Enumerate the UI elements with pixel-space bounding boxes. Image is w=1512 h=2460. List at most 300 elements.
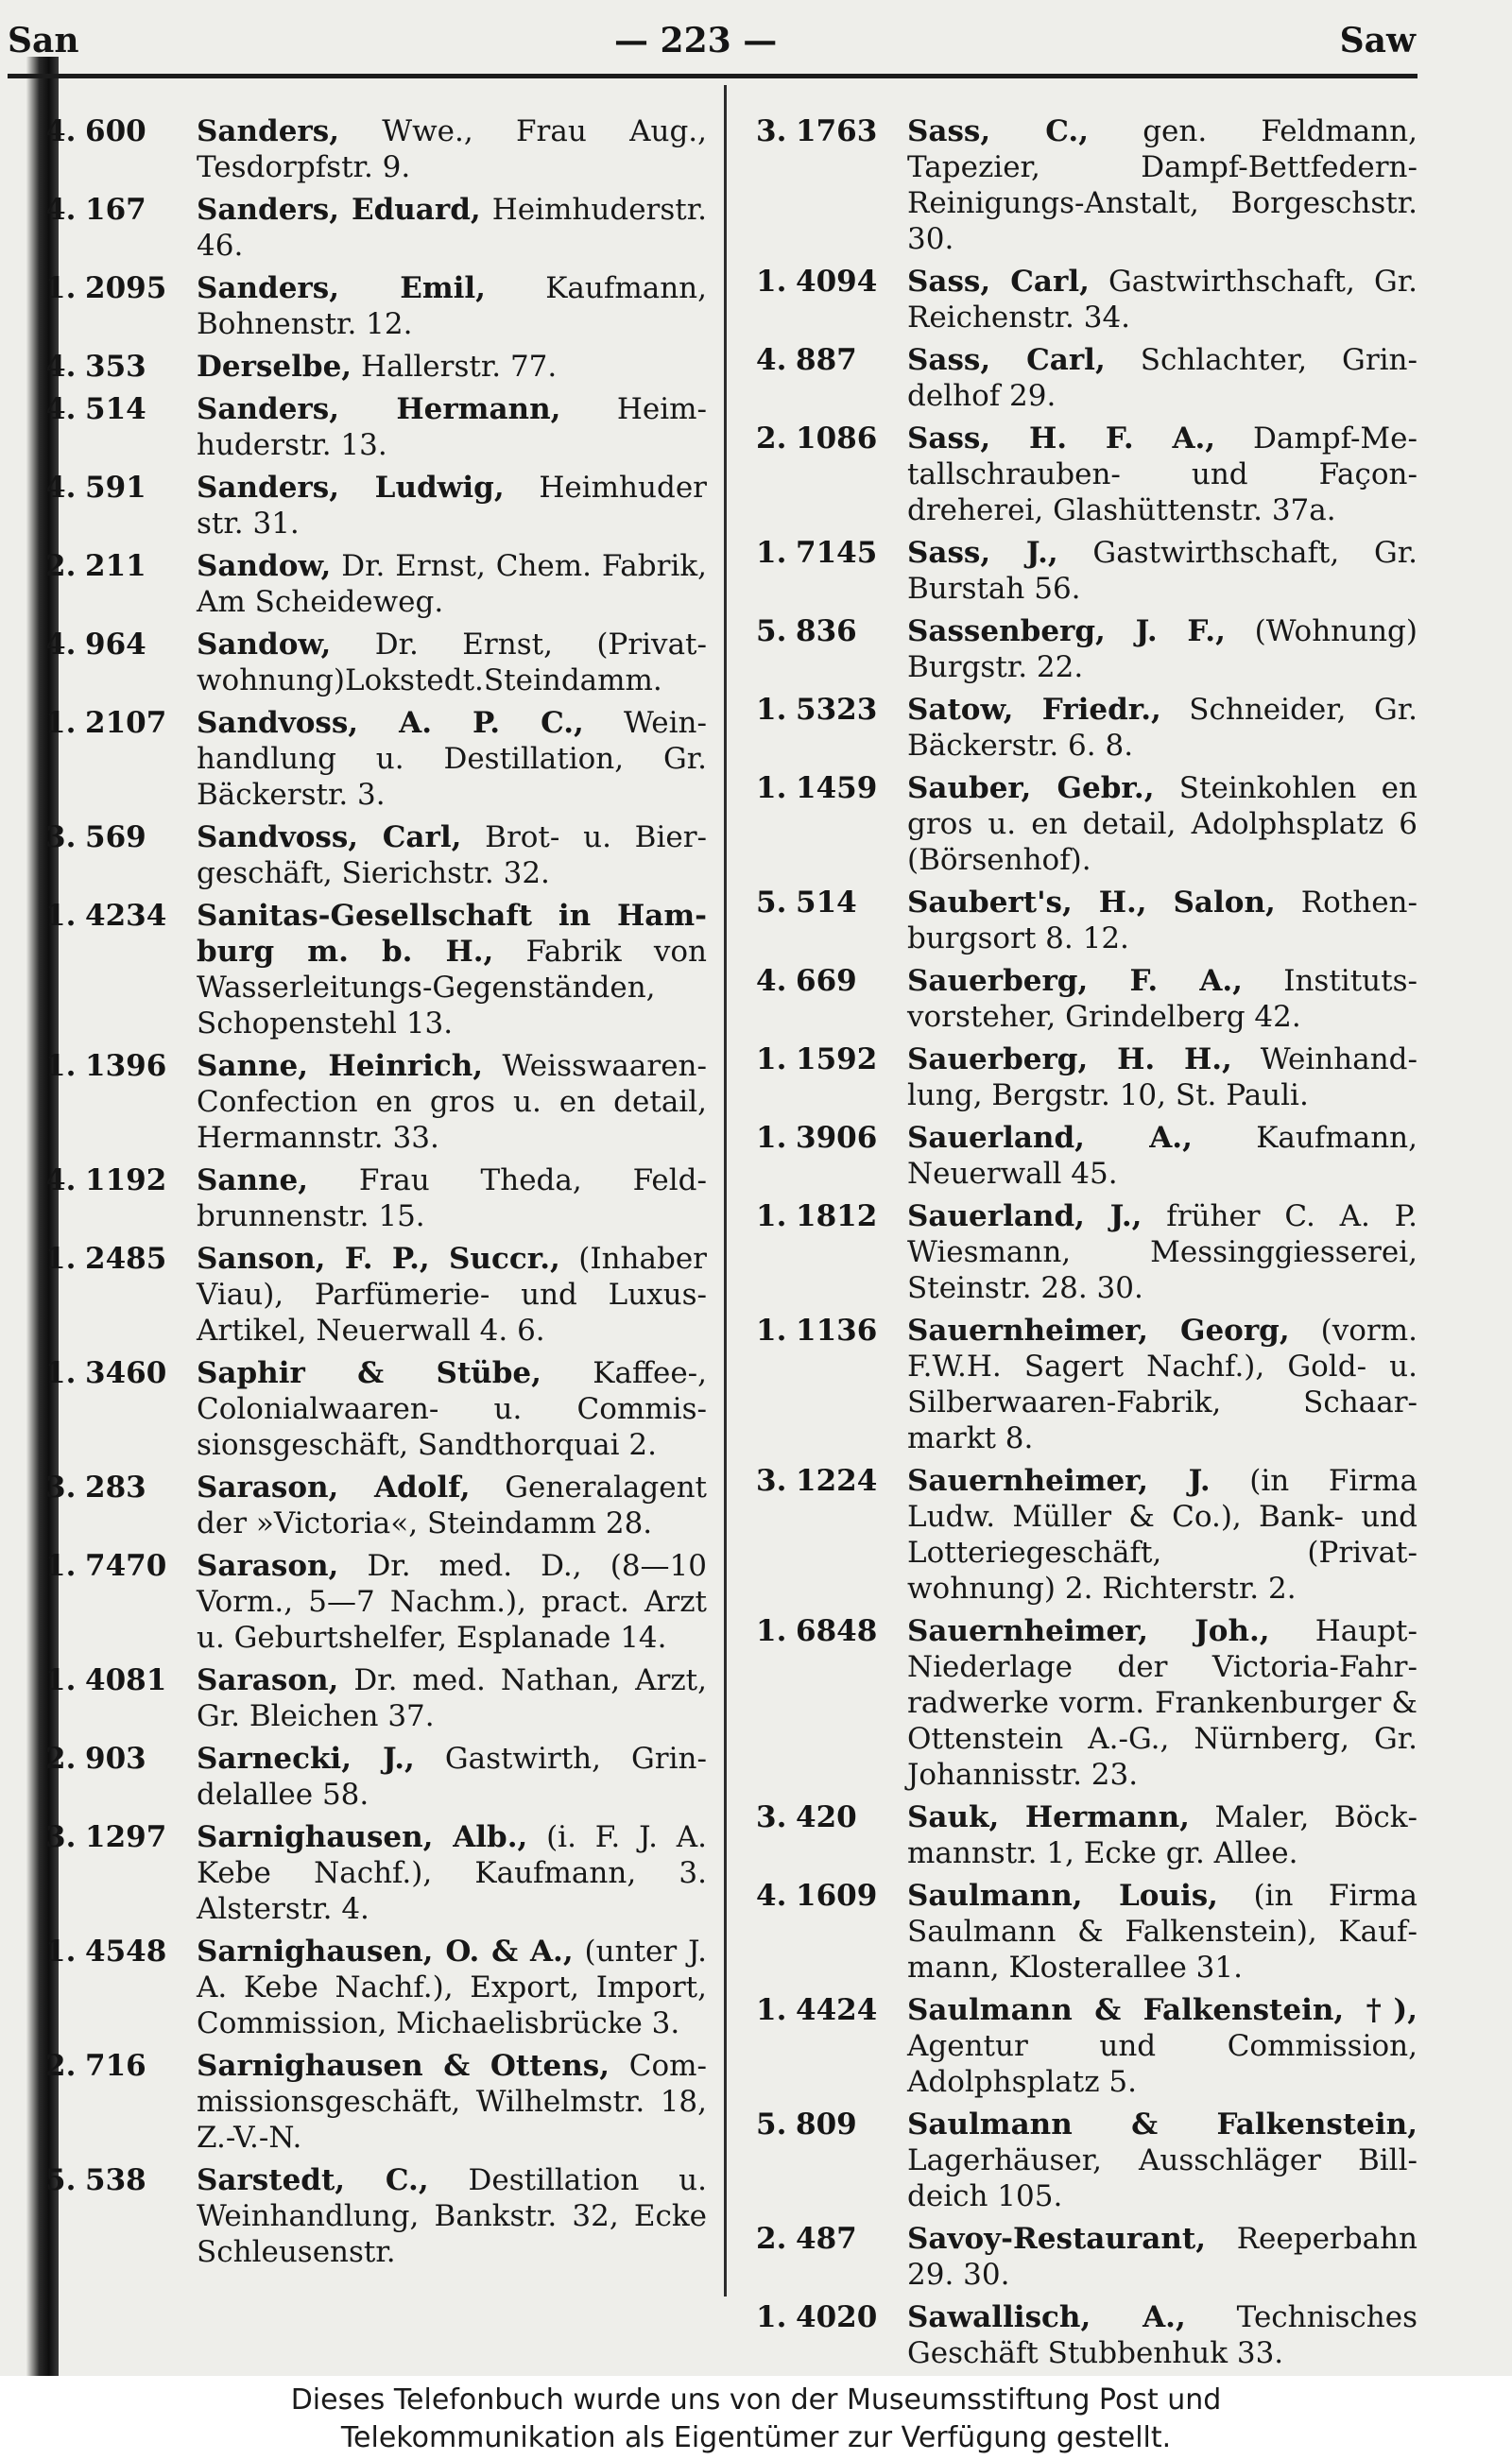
exchange-district: 1. xyxy=(756,1042,787,1076)
entry-text xyxy=(907,963,1418,1035)
phone-number xyxy=(45,270,187,306)
phone-number xyxy=(756,342,898,378)
exchange-district: 5. xyxy=(756,614,787,648)
subscriber-details: Haupt-Niederlage der Victoria-Fahrradwerke vorm. Frankenburger & Ottenstein A.-G., Nürnberg, Gr. Johannisstr. 23. xyxy=(907,1614,1418,1792)
phone-number xyxy=(45,548,187,584)
exchange-district: 1. xyxy=(756,536,787,570)
entry-text xyxy=(907,770,1418,878)
entry-text xyxy=(197,1548,707,1656)
directory-entry xyxy=(45,1934,707,2041)
subscriber-number: 1086 xyxy=(796,421,878,456)
entry-text xyxy=(197,1241,707,1349)
subscriber-number: 1192 xyxy=(85,1163,167,1197)
entry-text xyxy=(197,1819,707,1927)
entry-text xyxy=(197,349,707,385)
exchange-district: 5. xyxy=(756,2107,787,2142)
subscriber-details: Gastwirthschaft, Gr. Burstah 56. xyxy=(907,536,1418,606)
subscriber-name: Sanders, Emil, xyxy=(197,271,486,305)
subscriber-name: Sanne, xyxy=(197,1163,309,1197)
subscriber-name: Sanson, F. P., Succr., xyxy=(197,1242,560,1276)
exchange-district: 3. xyxy=(756,114,787,148)
subscriber-name: Saulmann & Falkenstein, xyxy=(907,2107,1418,2142)
subscriber-name: Sanitas-Gesellschaft in Hamburg m. b. H., xyxy=(197,899,707,969)
subscriber-name: Sarason, xyxy=(197,1663,339,1697)
entry-text xyxy=(197,1048,707,1156)
subscriber-number: 514 xyxy=(796,886,857,920)
exchange-district: 4. xyxy=(45,628,77,662)
exchange-district: 2. xyxy=(756,2222,787,2256)
phone-number xyxy=(756,770,898,806)
exchange-district: 1. xyxy=(756,265,787,299)
subscriber-number: 211 xyxy=(85,549,146,583)
subscriber-details: (Wohnung) Burgstr. 22. xyxy=(907,614,1418,684)
page-number: — 223 — xyxy=(614,21,778,60)
subscriber-details: Technisches Geschäft Stubbenhuk 33. xyxy=(907,2300,1418,2370)
exchange-district: 5. xyxy=(756,886,787,920)
subscriber-number: 7470 xyxy=(85,1549,167,1583)
exchange-district: 1. xyxy=(756,1199,787,1233)
subscriber-name: Sarason, Adolf, xyxy=(197,1471,471,1505)
subscriber-name: Sauerberg, H. H., xyxy=(907,1042,1232,1076)
exchange-district: 4. xyxy=(45,471,77,505)
subscriber-name: Sandvoss, Carl, xyxy=(197,820,462,854)
entry-text xyxy=(197,113,707,185)
entry-text xyxy=(197,898,707,1041)
entry-text xyxy=(197,1470,707,1541)
directory-entry xyxy=(756,1613,1418,1793)
subscriber-name: Sauerland, J., xyxy=(907,1199,1143,1233)
subscriber-number: 538 xyxy=(85,2163,146,2197)
directory-entry xyxy=(756,1041,1418,1113)
subscriber-name: Sandow, xyxy=(197,549,332,583)
exchange-district: 1. xyxy=(45,1549,77,1583)
subscriber-name: Sauerberg, F. A., xyxy=(907,964,1243,998)
phone-number xyxy=(756,2221,898,2257)
subscriber-number: 2095 xyxy=(85,271,167,305)
entry-text xyxy=(197,705,707,813)
exchange-district: 4. xyxy=(45,350,77,384)
subscriber-details: (in Firma Ludw. Müller & Co.), Bank- und Lotteriegeschäft, (Privatwohnung) 2. Richterstr. 2. xyxy=(907,1464,1418,1606)
phone-number xyxy=(45,627,187,662)
entry-text xyxy=(197,1662,707,1734)
subscriber-number: 1396 xyxy=(85,1049,167,1083)
exchange-district: 1. xyxy=(756,2300,787,2334)
subscriber-number: 569 xyxy=(85,820,146,854)
directory-entry xyxy=(45,627,707,698)
entry-text xyxy=(907,264,1418,335)
subscriber-details: Kaufmann, Bohnenstr. 12. xyxy=(197,271,707,341)
subscriber-number: 4020 xyxy=(796,2300,878,2334)
phone-number xyxy=(756,1613,898,1649)
subscriber-details: (vorm. F.W.H. Sagert Nachf.), Gold- u. Silberwaaren-Fabrik, Schaarmarkt 8. xyxy=(907,1314,1418,1455)
subscriber-name: Saulmann, Louis, xyxy=(907,1879,1218,1913)
phone-number xyxy=(756,1878,898,1914)
subscriber-details: Brot- u. Biergeschäft, Sierichstr. 32. xyxy=(197,820,708,890)
subscriber-number: 5323 xyxy=(796,693,878,727)
directory-entry xyxy=(756,770,1418,878)
directory-entry xyxy=(45,705,707,813)
subscriber-number: 353 xyxy=(85,350,146,384)
phone-number xyxy=(45,898,187,934)
directory-entry xyxy=(45,470,707,542)
phone-number xyxy=(756,1799,898,1835)
subscriber-details: früher C. A. P. Wiesmann, Messinggiesserei, Steinstr. 28. 30. xyxy=(907,1199,1418,1305)
phone-number xyxy=(45,1355,187,1391)
phone-number xyxy=(45,470,187,506)
subscriber-number: 669 xyxy=(796,964,857,998)
exchange-district: 4. xyxy=(756,964,787,998)
phone-number xyxy=(45,1934,187,1970)
subscriber-name: Sanders, xyxy=(197,114,339,148)
phone-number xyxy=(45,192,187,228)
exchange-district: 1. xyxy=(45,706,77,740)
directory-entry xyxy=(45,349,707,385)
exchange-district: 2. xyxy=(45,2049,77,2083)
subscriber-number: 4234 xyxy=(85,899,167,933)
exchange-district: 1. xyxy=(756,1121,787,1155)
exchange-district: 1. xyxy=(45,1049,77,1083)
directory-entry xyxy=(45,391,707,463)
phone-number xyxy=(45,113,187,149)
subscriber-number: 3906 xyxy=(796,1121,878,1155)
subscriber-details: Weisswaaren-Confection en gros u. en detail, Hermannstr. 33. xyxy=(197,1049,707,1155)
subscriber-details: Institutsvorsteher, Grindelberg 42. xyxy=(907,964,1418,1034)
directory-entry xyxy=(756,1198,1418,1306)
subscriber-name: Sanne, Heinrich, xyxy=(197,1049,484,1083)
subscriber-number: 903 xyxy=(85,1742,146,1776)
subscriber-details: Gastwirth, Grindelallee 58. xyxy=(197,1742,707,1812)
subscriber-number: 3460 xyxy=(85,1356,167,1390)
phone-number xyxy=(45,1662,187,1698)
subscriber-details: Agentur und Commission, Adolphsplatz 5. xyxy=(907,2029,1418,2099)
header-right-keyword: Saw xyxy=(1339,21,1416,60)
directory-entry xyxy=(45,1241,707,1349)
subscriber-number: 283 xyxy=(85,1471,146,1505)
directory-entry xyxy=(756,342,1418,414)
subscriber-details: Dr. med. D., (8—10 Vorm., 5—7 Nachm.), pract. Arzt u. Geburtshelfer, Esplanade 14. xyxy=(197,1549,707,1655)
directory-entry xyxy=(45,270,707,342)
phone-number xyxy=(45,1470,187,1505)
subscriber-number: 1763 xyxy=(796,114,878,148)
entry-text xyxy=(197,2048,707,2156)
phone-number xyxy=(756,613,898,649)
entry-text xyxy=(197,192,707,264)
phone-number xyxy=(756,1198,898,1234)
subscriber-details: Steinkohlen en gros u. en detail, Adolphsplatz 6 (Börsenhof). xyxy=(907,771,1418,877)
exchange-district: 1. xyxy=(756,693,787,727)
phone-number xyxy=(756,692,898,728)
directory-entry xyxy=(45,1819,707,1927)
exchange-district: 2. xyxy=(756,421,787,456)
subscriber-name: Sarnecki, J., xyxy=(197,1742,415,1776)
subscriber-name: Satow, Friedr., xyxy=(907,693,1161,727)
subscriber-details: (unter J. A. Kebe Nachf.), Export, Import, Commission, Michaelisbrücke 3. xyxy=(197,1935,707,2040)
subscriber-details: Weinhandlung, Bergstr. 10, St. Pauli. xyxy=(907,1042,1418,1112)
directory-entry xyxy=(45,1662,707,1734)
subscriber-name: Sawallisch, A., xyxy=(907,2300,1186,2334)
subscriber-details: Schlachter, Grindelhof 29. xyxy=(907,343,1418,413)
subscriber-name: Saulmann & Falkenstein, †), xyxy=(907,1993,1418,2027)
subscriber-name: Sarstedt, C., xyxy=(197,2163,429,2197)
right-column xyxy=(756,113,1418,2376)
directory-entry xyxy=(45,1048,707,1156)
entry-text xyxy=(907,885,1418,956)
subscriber-number: 7145 xyxy=(796,536,878,570)
directory-entry xyxy=(45,1548,707,1656)
directory-entry xyxy=(45,1355,707,1463)
subscriber-name: Derselbe, xyxy=(197,350,352,384)
subscriber-details: gen. Feldmann, Tapezier, Dampf-Bettfedern-Reinigungs-Anstalt, Borgeschstr. 30. xyxy=(907,114,1418,256)
exchange-district: 1. xyxy=(756,1993,787,2027)
subscriber-details: Dr. Ernst, Chem. Fabrik, Am Scheideweg. xyxy=(197,549,707,619)
entry-text xyxy=(907,1198,1418,1306)
directory-entry xyxy=(45,113,707,185)
phone-number xyxy=(45,705,187,741)
entry-text xyxy=(197,548,707,620)
entry-text xyxy=(907,1463,1418,1607)
entry-text xyxy=(197,391,707,463)
phone-number xyxy=(45,391,187,427)
subscriber-name: Savoy-Restaurant, xyxy=(907,2222,1206,2256)
subscriber-number: 1459 xyxy=(796,771,878,805)
subscriber-name: Sandvoss, A. P. C., xyxy=(197,706,584,740)
exchange-district: 1. xyxy=(45,1356,77,1390)
subscriber-number: 591 xyxy=(85,471,146,505)
entry-text xyxy=(907,1878,1418,1986)
header-left-keyword: San xyxy=(8,21,79,60)
subscriber-details: Generalagent der »Victoria«, Steindamm 28. xyxy=(197,1471,707,1540)
subscriber-details: Maler, Böckmannstr. 1, Ecke gr. Allee. xyxy=(907,1800,1418,1870)
entry-text xyxy=(197,627,707,698)
subscriber-number: 4424 xyxy=(796,1993,878,2027)
subscriber-name: Sauber, Gebr., xyxy=(907,771,1155,805)
subscriber-details: Dr. Ernst, (Privatwohnung)Lokstedt.Steindamm. xyxy=(197,628,707,697)
subscriber-name: Sass, Carl, xyxy=(907,265,1090,299)
footer-line-1: Dieses Telefonbuch wurde uns von der Museumsstiftung Post und xyxy=(290,2383,1222,2417)
entry-text xyxy=(907,692,1418,764)
exchange-district: 1. xyxy=(45,271,77,305)
directory-entry xyxy=(756,1463,1418,1607)
subscriber-name: Sanders, Hermann, xyxy=(197,392,561,426)
subscriber-details: Heimhuder str. 31. xyxy=(197,471,707,541)
phone-number xyxy=(756,2299,898,2335)
directory-entry xyxy=(756,1120,1418,1192)
subscriber-name: Saphir & Stübe, xyxy=(197,1356,541,1390)
directory-entry xyxy=(756,963,1418,1035)
phone-number xyxy=(756,885,898,920)
subscriber-details: Heimhuderstr. 13. xyxy=(197,392,708,462)
subscriber-name: Sarnighausen, O. & A., xyxy=(197,1935,574,1969)
subscriber-name: Sanders, Eduard, xyxy=(197,193,481,227)
directory-entry xyxy=(45,2162,707,2270)
entry-text xyxy=(197,2162,707,2270)
directory-entry xyxy=(756,113,1418,257)
subscriber-number: 809 xyxy=(796,2107,857,2142)
subscriber-number: 887 xyxy=(796,343,857,377)
subscriber-number: 600 xyxy=(85,114,146,148)
entry-text xyxy=(907,1799,1418,1871)
phone-number xyxy=(756,1463,898,1499)
subscriber-number: 716 xyxy=(85,2049,146,2083)
subscriber-details: Wwe., Frau Aug., Tesdorpfstr. 9. xyxy=(197,114,707,184)
subscriber-details: Kaffee-, Colonialwaaren- u. Commissionsgeschäft, Sandthorquai 2. xyxy=(197,1356,707,1462)
directory-entry xyxy=(45,548,707,620)
subscriber-number: 4548 xyxy=(85,1935,167,1969)
phone-number xyxy=(45,1819,187,1855)
subscriber-number: 1592 xyxy=(796,1042,878,1076)
exchange-district: 3. xyxy=(756,1800,787,1834)
directory-entry xyxy=(756,613,1418,685)
entry-text xyxy=(907,421,1418,528)
entry-text xyxy=(907,1313,1418,1456)
exchange-district: 4. xyxy=(45,193,77,227)
directory-entry xyxy=(756,264,1418,335)
entry-text xyxy=(907,2299,1418,2371)
exchange-district: 4. xyxy=(45,392,77,426)
exchange-district: 3. xyxy=(45,1820,77,1854)
exchange-district: 1. xyxy=(45,1663,77,1697)
entry-text xyxy=(197,470,707,542)
directory-entry xyxy=(756,2107,1418,2214)
exchange-district: 1. xyxy=(756,771,787,805)
entry-text xyxy=(197,1741,707,1813)
exchange-district: 3. xyxy=(45,1471,77,1505)
directory-entry xyxy=(45,819,707,891)
phone-number xyxy=(756,1041,898,1077)
exchange-district: 1. xyxy=(45,1242,77,1276)
subscriber-number: 420 xyxy=(796,1800,857,1834)
subscriber-number: 4081 xyxy=(85,1663,167,1697)
entry-text xyxy=(907,1041,1418,1113)
directory-entry xyxy=(756,421,1418,528)
subscriber-number: 2107 xyxy=(85,706,167,740)
exchange-district: 1. xyxy=(756,1614,787,1648)
subscriber-number: 1224 xyxy=(796,1464,878,1498)
entry-text xyxy=(907,113,1418,257)
subscriber-details: Dampf-Metallschrauben- und Façondreherei, Glashüttenstr. 37a. xyxy=(907,421,1418,527)
entry-text xyxy=(907,1120,1418,1192)
subscriber-name: Sass, J., xyxy=(907,536,1058,570)
subscriber-number: 487 xyxy=(796,2222,857,2256)
entry-text xyxy=(907,2107,1418,2214)
subscriber-name: Sauernheimer, J. xyxy=(907,1464,1211,1498)
directory-entry xyxy=(756,692,1418,764)
entry-text xyxy=(197,1934,707,2041)
phone-number xyxy=(756,1313,898,1349)
subscriber-name: Sauernheimer, Georg, xyxy=(907,1314,1290,1348)
footer-notice xyxy=(0,2376,1512,2460)
phone-number xyxy=(756,113,898,149)
subscriber-name: Sanders, Ludwig, xyxy=(197,471,505,505)
subscriber-number: 1136 xyxy=(796,1314,878,1348)
exchange-district: 1. xyxy=(756,1314,787,1348)
footer-line-2: Telekommunikation als Eigentümer zur Verfügung gestellt. xyxy=(340,2421,1172,2454)
header-rule xyxy=(8,74,1418,78)
exchange-district: 4. xyxy=(756,1879,787,1913)
exchange-district: 2. xyxy=(45,1742,77,1776)
exchange-district: 1. xyxy=(45,1935,77,1969)
directory-entry xyxy=(756,1313,1418,1456)
subscriber-details: Reeperbahn 29. 30. xyxy=(907,2222,1418,2292)
subscriber-number: 1812 xyxy=(796,1199,878,1233)
directory-entry xyxy=(45,1470,707,1541)
entry-text xyxy=(907,2221,1418,2293)
subscriber-details: Commissionsgeschäft, Wilhelmstr. 18, Z.-V.-N. xyxy=(197,2049,707,2155)
exchange-district: 4. xyxy=(756,343,787,377)
phone-number xyxy=(45,1741,187,1777)
subscriber-number: 4094 xyxy=(796,265,878,299)
exchange-district: 1. xyxy=(45,899,77,933)
subscriber-name: Sarnighausen & Ottens, xyxy=(197,2049,610,2083)
phone-number xyxy=(45,1241,187,1277)
subscriber-number: 167 xyxy=(85,193,146,227)
phone-number xyxy=(756,535,898,571)
left-column xyxy=(45,113,707,2277)
subscriber-details: (Inhaber Viau), Parfümerie- und Luxus-Artikel, Neuerwall 4. 6. xyxy=(197,1242,707,1348)
entry-text xyxy=(197,1355,707,1463)
directory-entry xyxy=(756,2299,1418,2371)
subscriber-number: 6848 xyxy=(796,1614,878,1648)
subscriber-name: Sandow, xyxy=(197,628,332,662)
phone-number xyxy=(45,349,187,385)
directory-entry xyxy=(756,1992,1418,2100)
phone-number xyxy=(45,2048,187,2084)
subscriber-name: Sauk, Hermann, xyxy=(907,1800,1190,1834)
subscriber-number: 836 xyxy=(796,614,857,648)
exchange-district: 2. xyxy=(45,549,77,583)
phone-number xyxy=(45,819,187,855)
directory-entry xyxy=(756,1799,1418,1871)
directory-entry xyxy=(45,2048,707,2156)
directory-entry xyxy=(756,1878,1418,1986)
phone-number xyxy=(756,421,898,456)
subscriber-name: Sassenberg, J. F., xyxy=(907,614,1226,648)
subscriber-name: Sarason, xyxy=(197,1549,339,1583)
entry-text xyxy=(197,1162,707,1234)
phone-number xyxy=(756,963,898,999)
phone-number xyxy=(756,1120,898,1156)
subscriber-details: Lagerhäuser, Ausschläger Billdeich 105. xyxy=(907,2143,1418,2213)
phone-number xyxy=(756,2107,898,2142)
subscriber-details: Schneider, Gr. Bäckerstr. 6. 8. xyxy=(907,693,1418,763)
directory-entry xyxy=(756,885,1418,956)
subscriber-number: 964 xyxy=(85,628,146,662)
subscriber-details: (i. F. J. A. Kebe Nachf.), Kaufmann, 3. Alsterstr. 4. xyxy=(197,1820,707,1926)
entry-text xyxy=(907,1613,1418,1793)
subscriber-name: Sauerland, A., xyxy=(907,1121,1193,1155)
subscriber-name: Sass, C., xyxy=(907,114,1090,148)
subscriber-details: Heimhuderstr. 46. xyxy=(197,193,707,263)
phone-number xyxy=(45,1548,187,1584)
exchange-district: 3. xyxy=(45,820,77,854)
phone-number xyxy=(756,264,898,300)
subscriber-number: 2485 xyxy=(85,1242,167,1276)
phone-number xyxy=(45,1162,187,1198)
directory-entry xyxy=(756,2221,1418,2293)
subscriber-details: Gastwirthschaft, Gr. Reichenstr. 34. xyxy=(907,265,1418,335)
subscriber-details: Rothenburgsort 8. 12. xyxy=(907,886,1418,955)
entry-text xyxy=(197,270,707,342)
subscriber-name: Sass, H. F. A., xyxy=(907,421,1216,456)
subscriber-name: Saubert's, H., Salon, xyxy=(907,886,1276,920)
entry-text xyxy=(907,613,1418,685)
subscriber-number: 1297 xyxy=(85,1820,167,1854)
column-divider xyxy=(724,85,727,2297)
subscriber-name: Sauernheimer, Joh., xyxy=(907,1614,1270,1648)
entry-text xyxy=(907,535,1418,607)
phone-number xyxy=(45,1048,187,1084)
subscriber-details: Hallerstr. 77. xyxy=(352,350,558,384)
